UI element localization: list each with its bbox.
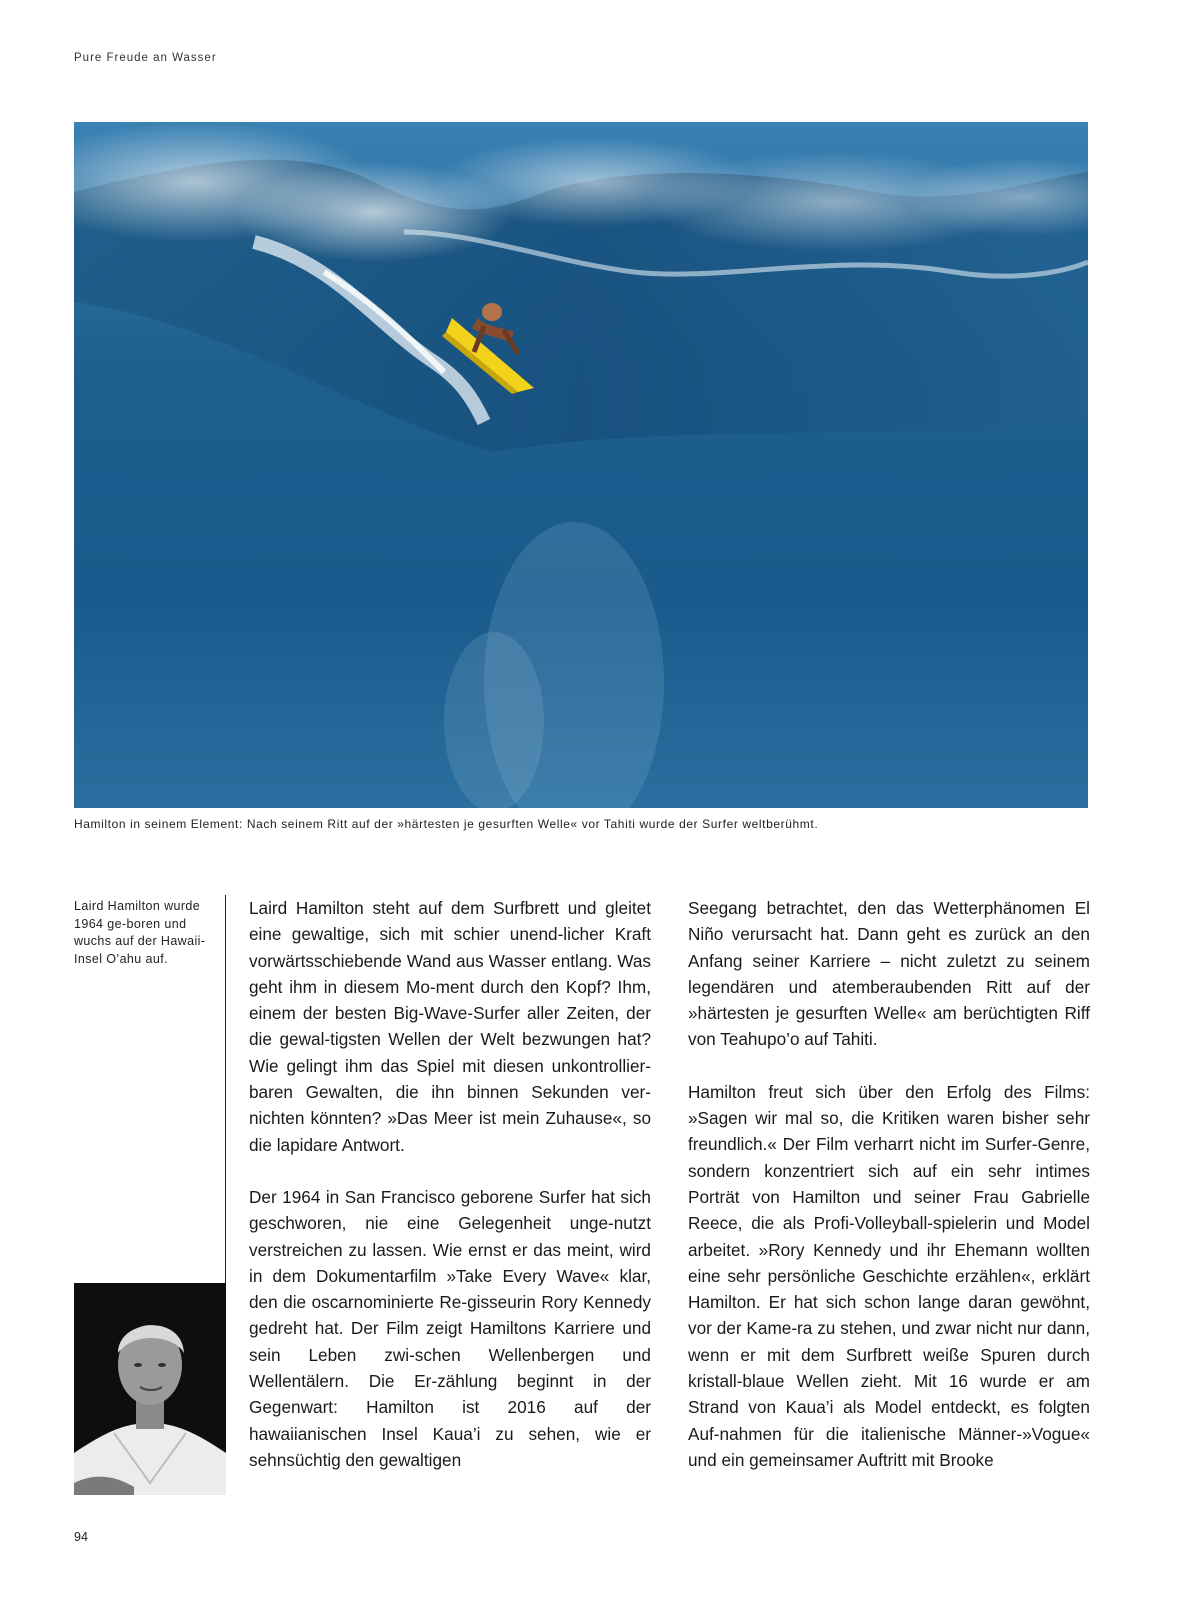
sidebar-note: Laird Hamilton wurde 1964 ge-boren und wuchs auf der Hawaii-Insel O’ahu auf.	[74, 899, 206, 966]
portrait-illustration	[74, 1283, 226, 1495]
paragraph: Seegang betrachtet, den das Wetterphänomen El Niño verursacht hat. Dann geht es zurück an den Anfang seiner Karriere – nicht zuletzt zu seinem legendären und atemberaubenden Ritt auf der »härtesten je gesurften Welle« am berüchtigten Riff von Teahupo’o auf Tahiti.	[688, 898, 1090, 1050]
surfer-wave-photo	[74, 122, 1088, 808]
page-number: 94	[74, 1530, 88, 1544]
photo-caption: Hamilton in seinem Element: Nach seinem Ritt auf der »härtesten je gesurften Welle« vor Tahiti wurde der Surfer weltberühmt.	[74, 817, 819, 831]
paragraph: Laird Hamilton steht auf dem Surfbrett und gleitet eine gewaltige, sich mit schier unend-licher Kraft vorwärtsschiebende Wand aus Wasser entlang. Was geht ihm in diesem Mo-ment durch den Kopf? Ihm, einem der besten Big-Wave-Surfer aller Zeiten, der die gewal-tigsten Wellen der Welt bezwungen hat? Wie gelingt ihm das Spiel mit diesen unkontrollier-baren Gewalten, die ihn binnen Sekunden ver-nichten könnten? »Das Meer ist mein Zuhause«, so die lapidare Antwort.	[249, 898, 651, 1155]
article-column-2	[688, 895, 1090, 1499]
column-rule	[225, 895, 226, 1283]
article-column-1	[249, 895, 651, 1499]
running-title: Pure Freude an Wasser	[74, 52, 217, 64]
paragraph: Der 1964 in San Francisco geborene Surfer hat sich geschworen, nie eine Gelegenheit unge-nutzt verstreichen zu lassen. Wie ernst er das meint, wird in dem Dokumentarfilm »Take Every Wave« klar, den die oscarnominierte Re-gisseurin Rory Kennedy gedreht hat. Der Film zeigt Hamiltons Karriere und sein Leben zwi-schen Wellenbergen und Wellentälern. Die Er-zählung beginnt in der Gegenwart: Hamilton ist 2016 auf der hawaiianischen Insel Kaua’i zu sehen, wie er sehnsüchtig den gewaltigen	[249, 1186, 651, 1470]
paragraph: Hamilton freut sich über den Erfolg des Films: »Sagen wir mal so, die Kritiken waren bisher sehr freundlich.« Der Film verharrt nicht im Surfer-Genre, sondern konzentriert sich auf ein sehr intimes Porträt von Hamilton und seiner Frau Gabrielle Reece, die als Profi-Volleyball-spielerin und Model arbeitet. »Rory Kennedy und ihr Ehemann wollten eine sehr persönliche Geschichte erzählen«, erklärt Hamilton. Er hat sich schon lange daran gewöhnt, vor der Kame-ra zu stehen, und zwar nicht nur dann, wenn er mit dem Surfbrett weiße Spuren durch kristall-blaue Wellen zieht. Mit 16 wurde er am Strand von Kaua’i als Model entdeckt, es folgten Auf-nahmen für die italienische Männer-»Vogue« und ein gemeinsamer Auftritt mit Brooke	[688, 1081, 1090, 1470]
portrait-photo	[74, 1283, 226, 1495]
wave-illustration	[74, 122, 1088, 808]
